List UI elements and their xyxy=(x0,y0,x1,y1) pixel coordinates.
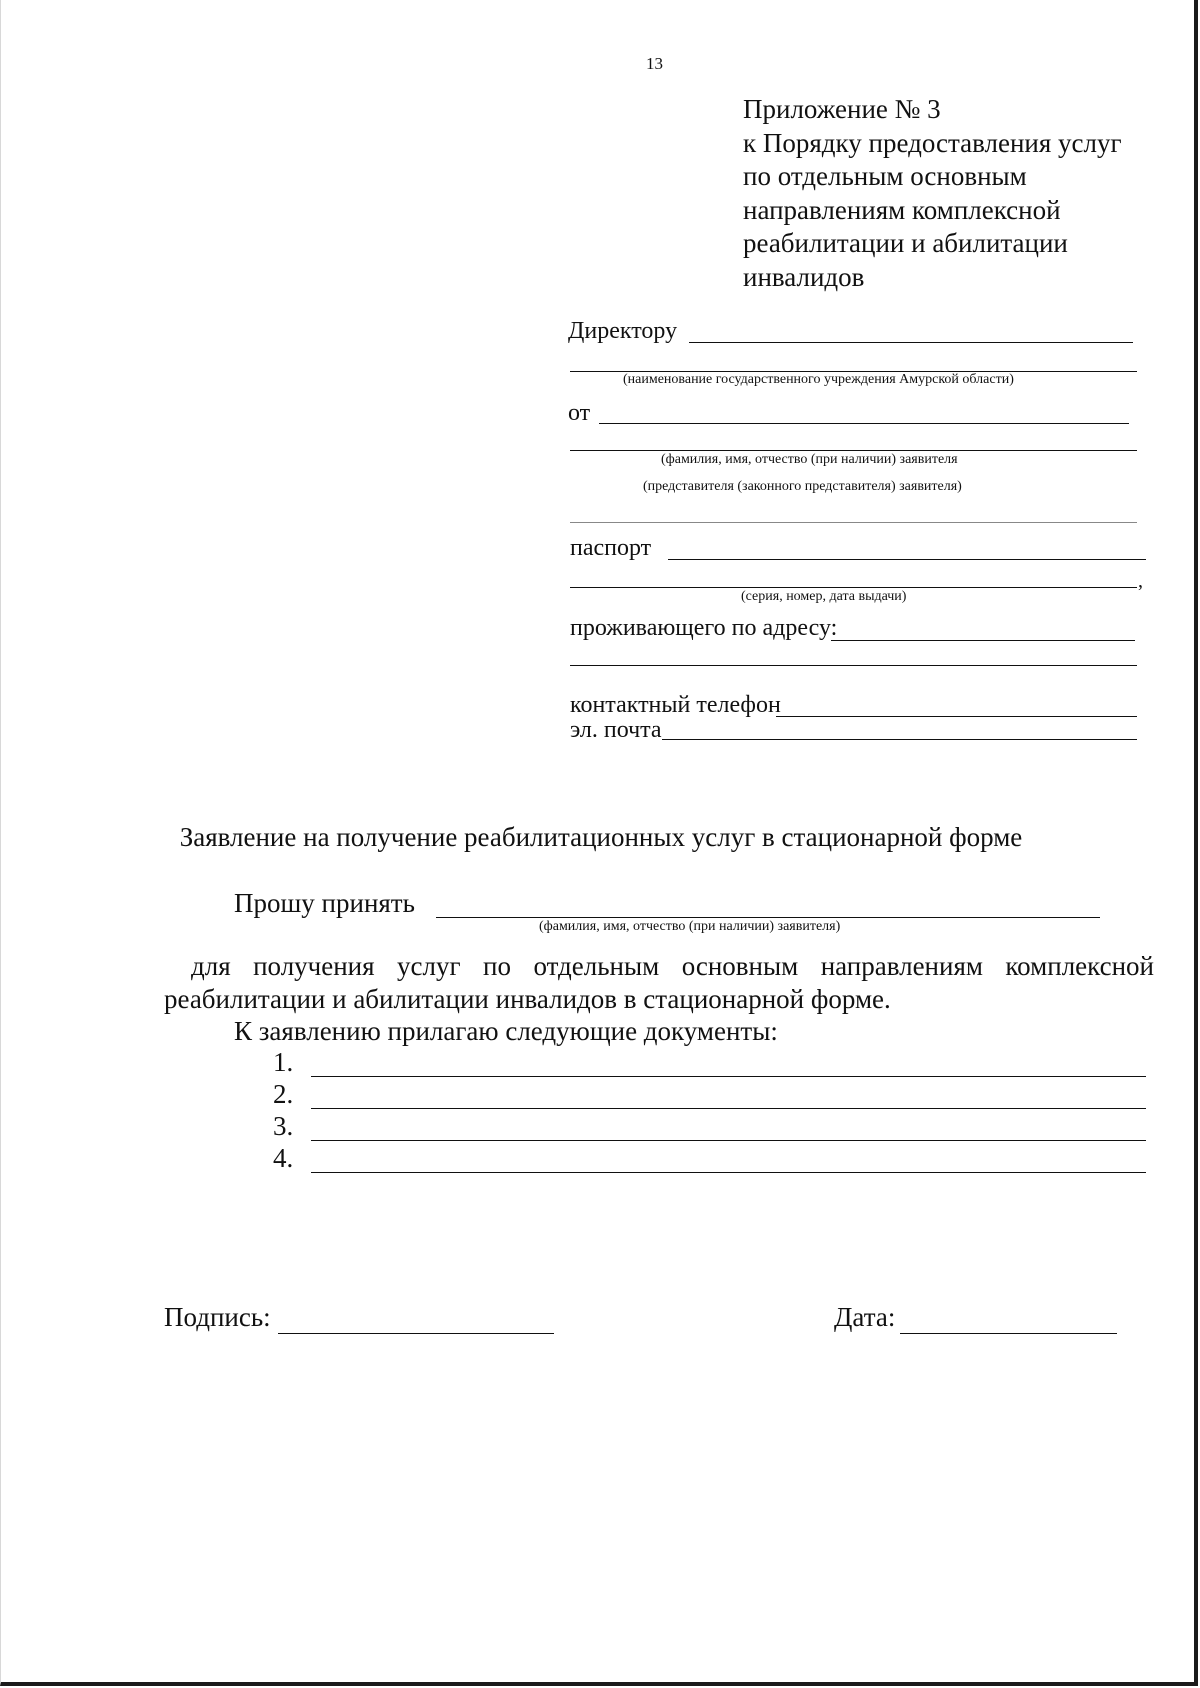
attachment-field-2[interactable] xyxy=(311,1108,1146,1109)
attachment-number: 2. xyxy=(273,1079,294,1109)
address-field-2[interactable] xyxy=(570,665,1137,666)
director-field[interactable] xyxy=(689,342,1133,343)
director-label: Директору xyxy=(568,318,678,344)
attachment-field-1[interactable] xyxy=(311,1076,1146,1077)
appendix-line: по отдельным основным xyxy=(743,161,1027,191)
date-field[interactable] xyxy=(900,1333,1117,1334)
attachment-number: 1. xyxy=(273,1047,294,1077)
signature-label: Подпись: xyxy=(164,1302,271,1332)
attachment-field-3[interactable] xyxy=(311,1140,1146,1141)
body-line-2: реабилитации и абилитации инвалидов в стационарной форме. xyxy=(164,984,891,1014)
passport-comma: , xyxy=(1138,570,1143,592)
applicant-field[interactable] xyxy=(570,450,1137,451)
from-label: от xyxy=(568,400,591,426)
from-field[interactable] xyxy=(599,423,1129,424)
attachment-number: 3. xyxy=(273,1111,294,1141)
attachment-number: 4. xyxy=(273,1143,294,1173)
applicant-caption: (фамилия, имя, отчество (при наличии) заявителя xyxy=(661,452,958,467)
appendix-line: направлениям комплексной xyxy=(743,194,1061,225)
passport-caption: (серия, номер, дата выдачи) xyxy=(741,589,907,604)
email-field[interactable] xyxy=(662,739,1137,740)
appendix-line: к Порядку предоставления услуг xyxy=(743,127,1122,158)
phone-label: контактный телефон xyxy=(570,692,781,718)
passport-field[interactable] xyxy=(668,559,1146,560)
statement-body xyxy=(164,950,1154,1016)
appendix-reference xyxy=(743,93,1122,294)
representative-field[interactable] xyxy=(570,522,1137,523)
representative-caption: (представителя (законного представителя) заявителя) xyxy=(643,479,962,494)
email-label: эл. почта xyxy=(570,717,662,743)
request-caption: (фамилия, имя, отчество (при наличии) заявителя) xyxy=(539,919,841,934)
attachments-intro: К заявлению прилагаю следующие документы: xyxy=(234,1016,778,1046)
appendix-line: реабилитации и абилитации xyxy=(743,228,1068,258)
request-label: Прошу принять xyxy=(234,888,415,918)
passport-field-2[interactable] xyxy=(570,587,1137,588)
body-line-1: для получения услуг по отдельным основным направлениям комплексной xyxy=(191,951,1154,981)
signature-field[interactable] xyxy=(278,1333,554,1334)
address-field[interactable] xyxy=(831,640,1135,641)
passport-label: паспорт xyxy=(570,535,652,561)
statement-title: Заявление на получение реабилитационных услуг в стационарной форме xyxy=(179,822,1023,852)
request-field[interactable] xyxy=(436,917,1100,918)
institution-caption: (наименование государственного учреждения Амурской области) xyxy=(623,372,1014,387)
address-label: проживающего по адресу: xyxy=(570,615,838,641)
appendix-line: Приложение № 3 xyxy=(743,94,941,124)
page-number: 13 xyxy=(646,54,663,73)
attachment-field-4[interactable] xyxy=(311,1172,1146,1173)
appendix-line: инвалидов xyxy=(743,261,865,292)
date-label: Дата: xyxy=(834,1302,896,1332)
phone-field[interactable] xyxy=(776,716,1137,717)
